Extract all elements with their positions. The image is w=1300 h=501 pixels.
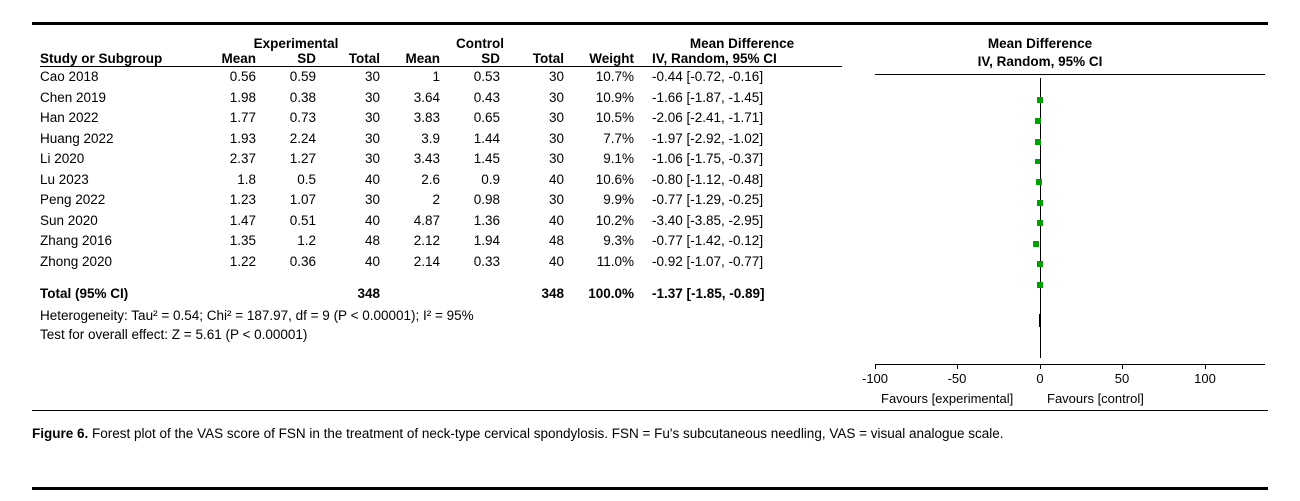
exp-mean: 2.37 [229,151,256,166]
x-tick-label: 50 [1114,371,1130,386]
total-exp-total: 348 [357,286,380,301]
ci-value: -2.06 [-2.41, -1.71] [652,110,764,125]
col-ctl-sd: SD [448,51,508,67]
weight: 9.3% [603,233,634,248]
exp-mean: 1.23 [229,192,256,207]
ctl-total: 30 [548,89,564,105]
table-column-header-row [40,51,842,67]
exp-sd: 1.2 [297,233,316,248]
overall-effect-text: Test for overall effect: Z = 5.61 (P < 0.00001) [40,327,308,342]
study-label: Peng 2022 [40,192,106,207]
exp-mean: 0.56 [229,69,256,84]
ctl-mean: 4.87 [413,212,440,228]
weight: 9.9% [603,192,634,207]
exp-total: 30 [364,192,380,207]
figure-caption [32,425,1268,443]
ctl-total: 48 [548,233,564,248]
favours-experimental-label: Favours [experimental] [881,391,1014,406]
exp-total: 30 [364,110,380,125]
x-tick [875,364,876,369]
study-label: Han 2022 [40,110,99,125]
table-group-header-row [40,36,842,51]
figure-number: Figure 6. [32,426,89,441]
weight: 9.1% [603,151,634,166]
exp-mean: 1.93 [229,130,256,146]
effect-marker [1037,97,1043,103]
ci-value: -3.40 [-3.85, -2.95] [652,212,764,228]
ctl-mean: 2 [432,192,440,207]
table-row [40,67,842,88]
ctl-total: 40 [548,212,564,228]
x-tick [957,364,958,369]
table-row [40,88,842,109]
exp-sd: 2.24 [289,130,316,146]
ci-value: -0.92 [-1.07, -0.77] [652,253,764,269]
exp-sd: 1.07 [289,192,316,207]
ctl-sd: 0.43 [473,89,500,105]
exp-total: 30 [364,151,380,166]
total-row [40,282,842,306]
ctl-mean: 1 [432,69,440,84]
exp-sd: 1.27 [289,151,316,166]
exp-sd: 0.38 [289,89,316,105]
exp-sd: 0.59 [289,69,316,84]
weight: 10.2% [595,212,634,228]
study-label: Lu 2023 [40,171,89,187]
group-header-control: Control [456,36,504,51]
group-header-experimental: Experimental [253,36,339,51]
ctl-sd: 0.98 [473,192,500,207]
x-tick-label: -100 [861,371,889,386]
col-ctl-mean: Mean [388,51,448,67]
col-exp-sd: SD [264,51,324,67]
col-exp-total: Total [324,51,388,67]
ci-value: -0.77 [-1.42, -0.12] [652,233,764,248]
x-tick-label: 100 [1194,371,1216,386]
exp-mean: 1.47 [229,212,256,228]
total-label: Total (95% CI) [40,286,129,301]
table-row [40,149,842,170]
ctl-sd: 1.44 [473,130,500,146]
ctl-sd: 0.9 [481,171,500,187]
x-tick [1040,364,1041,369]
effect-marker [1035,139,1041,145]
weight: 10.7% [595,69,634,84]
table-row [40,129,842,150]
exp-total: 40 [364,253,380,269]
table-row [40,211,842,232]
study-label: Sun 2020 [40,212,98,228]
heterogeneity-row [40,306,842,325]
ctl-mean: 3.64 [413,89,440,105]
weight: 10.9% [595,89,634,105]
figure-caption-text: Forest plot of the VAS score of FSN in the treatment of neck-type cervical spondylosis. FSN = Fu's subcutaneous needling, VAS = visual analogue scale. [88,426,1004,441]
graph-title: Mean Difference [987,36,1093,51]
ctl-mean: 2.6 [421,171,440,187]
x-tick [1205,364,1206,369]
ctl-total: 40 [548,253,564,269]
exp-mean: 1.77 [229,110,256,125]
total-ci-value: -1.37 [-1.85, -0.89] [652,286,765,301]
bottom-divider [32,487,1268,490]
effect-marker [1037,261,1043,267]
exp-total: 30 [364,89,380,105]
ctl-mean: 2.14 [413,253,440,269]
effect-marker [1036,179,1042,185]
ctl-total: 30 [548,69,564,84]
summary-diamond [1039,314,1041,327]
x-axis [875,364,1265,365]
table-spacer-row [40,272,842,282]
ci-value: -1.66 [-1.87, -1.45] [652,89,764,105]
table-body [40,67,842,345]
exp-sd: 0.73 [289,110,316,125]
ctl-mean: 2.12 [413,233,440,248]
ctl-sd: 1.36 [473,212,500,228]
exp-total: 30 [364,130,380,146]
table-row [40,190,842,211]
table-row [40,108,842,129]
forest-plot-graph [861,36,1265,406]
study-label: Li 2020 [40,151,85,166]
meta-analysis-table [40,36,842,344]
x-tick-label: 0 [1036,371,1044,386]
weight: 10.6% [595,171,634,187]
exp-sd: 0.36 [289,253,316,269]
ctl-sd: 0.33 [473,253,500,269]
ci-value: -1.06 [-1.75, -0.37] [652,151,764,166]
ctl-sd: 1.94 [473,233,500,248]
ci-value: -0.44 [-0.72, -0.16] [652,69,764,84]
exp-sd: 0.51 [289,212,316,228]
ci-value: -1.97 [-2.92, -1.02] [652,130,764,146]
effect-marker [1037,200,1043,206]
total-ctl-total: 348 [541,286,564,301]
favours-control-label: Favours [control] [1047,391,1144,406]
col-exp-mean: Mean [204,51,264,67]
exp-mean: 1.22 [229,253,256,269]
table-row [40,231,842,252]
effect-marker [1035,118,1041,124]
total-weight: 100.0% [588,286,634,301]
exp-sd: 0.5 [297,171,316,187]
graph-header-underline [875,74,1265,75]
figure-divider [32,410,1268,411]
ctl-total: 40 [548,171,564,187]
x-tick [1122,364,1123,369]
exp-mean: 1.98 [229,89,256,105]
heterogeneity-text: Heterogeneity: Tau² = 0.54; Chi² = 187.97, df = 9 (P < 0.00001); I² = 95% [40,308,474,323]
ci-value: -0.80 [-1.12, -0.48] [652,171,764,187]
ctl-sd: 1.45 [473,151,500,166]
ctl-total: 30 [548,192,564,207]
ctl-mean: 3.43 [413,151,440,166]
effect-marker [1037,282,1043,288]
ctl-sd: 0.65 [473,110,500,125]
study-label: Zhong 2020 [40,253,113,269]
col-weight: Weight [572,51,642,67]
effect-marker [1035,159,1040,164]
weight: 11.0% [596,253,634,269]
effect-marker [1033,241,1039,247]
ctl-mean: 3.9 [421,130,440,146]
overall-effect-row [40,325,842,344]
group-header-mean-difference: Mean Difference [689,36,795,51]
ctl-sd: 0.53 [473,69,500,84]
table-row [40,170,842,191]
ctl-total: 30 [548,130,564,146]
ci-value: -0.77 [-1.29, -0.25] [652,192,764,207]
weight: 10.5% [595,110,634,125]
exp-mean: 1.35 [229,233,256,248]
exp-mean: 1.8 [237,171,256,187]
table-row [40,252,842,273]
study-label: Chen 2019 [40,89,107,105]
ctl-mean: 3.83 [413,110,440,125]
weight: 7.7% [603,130,634,146]
col-ctl-total: Total [508,51,572,67]
study-label: Cao 2018 [40,69,99,84]
exp-total: 40 [364,171,380,187]
x-tick-label: -50 [947,371,967,386]
effect-marker [1037,220,1043,226]
exp-total: 30 [364,69,380,84]
exp-total: 48 [364,233,380,248]
col-study-or-subgroup: Study or Subgroup [40,51,204,67]
exp-total: 40 [364,212,380,228]
col-ci: IV, Random, 95% CI [642,51,842,67]
plot-area [875,78,1265,358]
ctl-total: 30 [548,151,564,166]
study-label: Zhang 2016 [40,233,113,248]
graph-subtitle: IV, Random, 95% CI [977,54,1103,69]
study-label: Huang 2022 [40,130,114,146]
ctl-total: 30 [548,110,564,125]
top-divider [32,22,1268,25]
